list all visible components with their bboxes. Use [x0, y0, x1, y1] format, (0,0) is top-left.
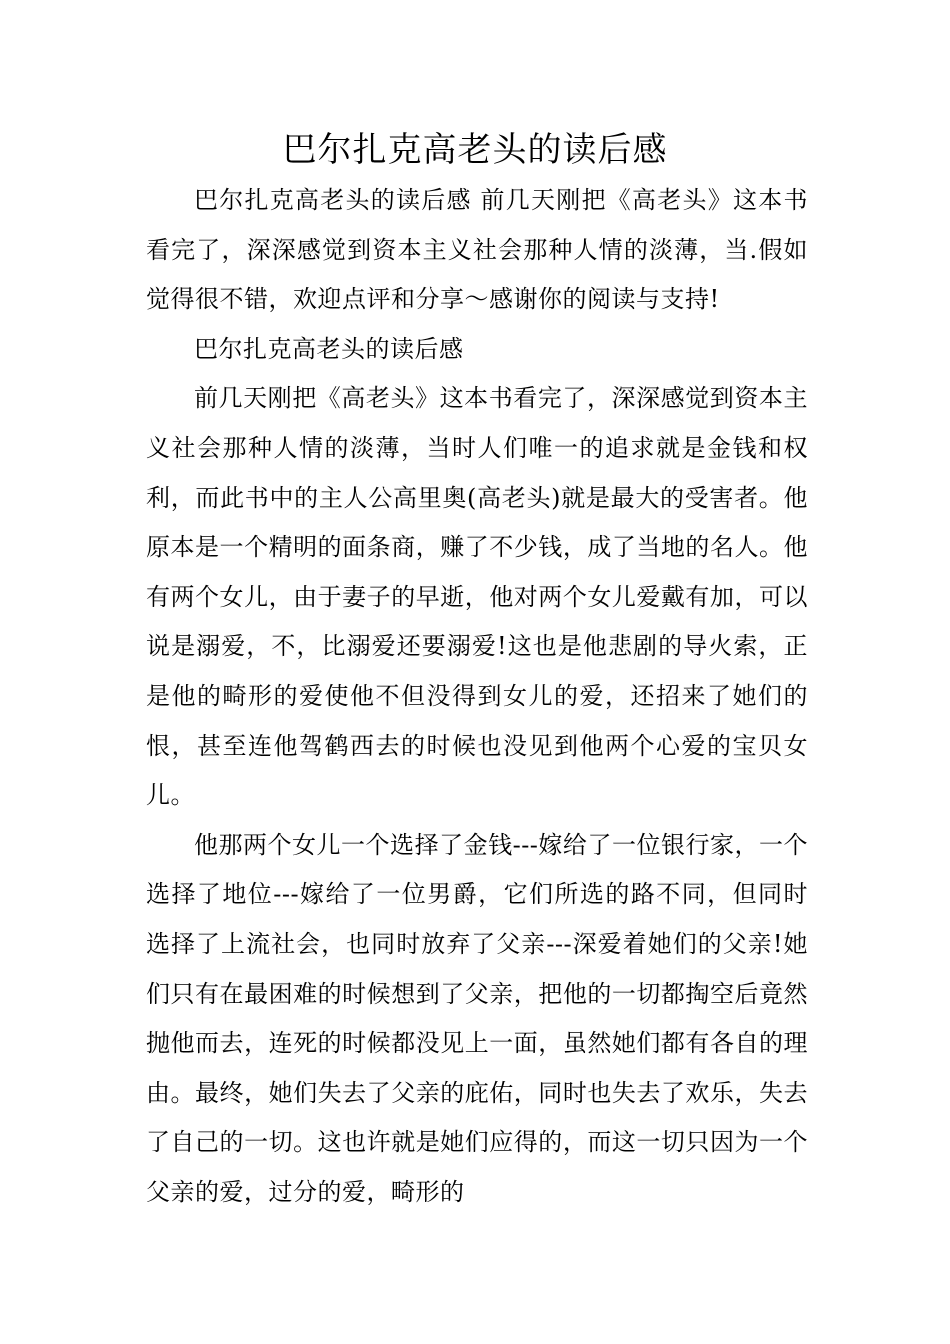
- paragraph-heading: 巴尔扎克高老头的读后感: [194, 334, 464, 363]
- paragraph-body-1: 前几天刚把《高老头》这本书看完了，深深感觉到资本主义社会那种人情的淡薄，当时人们唯一的追求就是金钱和权利，而此书中的主人公高里奥(高老头)就是最大的受害者。他原本是一个精明的面条商，赚了不少钱，成了当地的名人。他有两个女儿，由于妻子的早逝，他对两个女儿爱戴有加，可以说是溺爱，不，比溺爱还要溺爱!这也是他悲剧的导火索，正是他的畸形的爱使他不但没得到女儿的爱，还招来了她们的恨，甚至连他驾鹤西去的时候也没见到他两个心爱的宝贝女儿。: [146, 384, 808, 810]
- document-body: [146, 176, 808, 1217]
- paragraph-intro: 巴尔扎克高老头的读后感 前几天刚把《高老头》这本书看完了，深深感觉到资本主义社会那种人情的淡薄，当.假如觉得很不错，欢迎点评和分享～感谢你的阅读与支持!: [146, 186, 808, 314]
- document-title: 巴尔扎克高老头的读后感: [282, 130, 668, 170]
- paragraph-body-2: 他那两个女儿一个选择了金钱---嫁给了一位银行家，一个选择了地位---嫁给了一位男爵，它们所选的路不同，但同时选择了上流社会，也同时放弃了父亲---深爱着她们的父亲!她们只有在最困难的时候想到了父亲，把他的一切都掏空后竟然抛他而去，连死的时候都没见上一面，虽然她们都有各自的理由。最终，她们失去了父亲的庇佑，同时也失去了欢乐，失去了自己的一切。这也许就是她们应得的，而这一切只因为一个父亲的爱，过分的爱，畸形的: [146, 830, 808, 1206]
